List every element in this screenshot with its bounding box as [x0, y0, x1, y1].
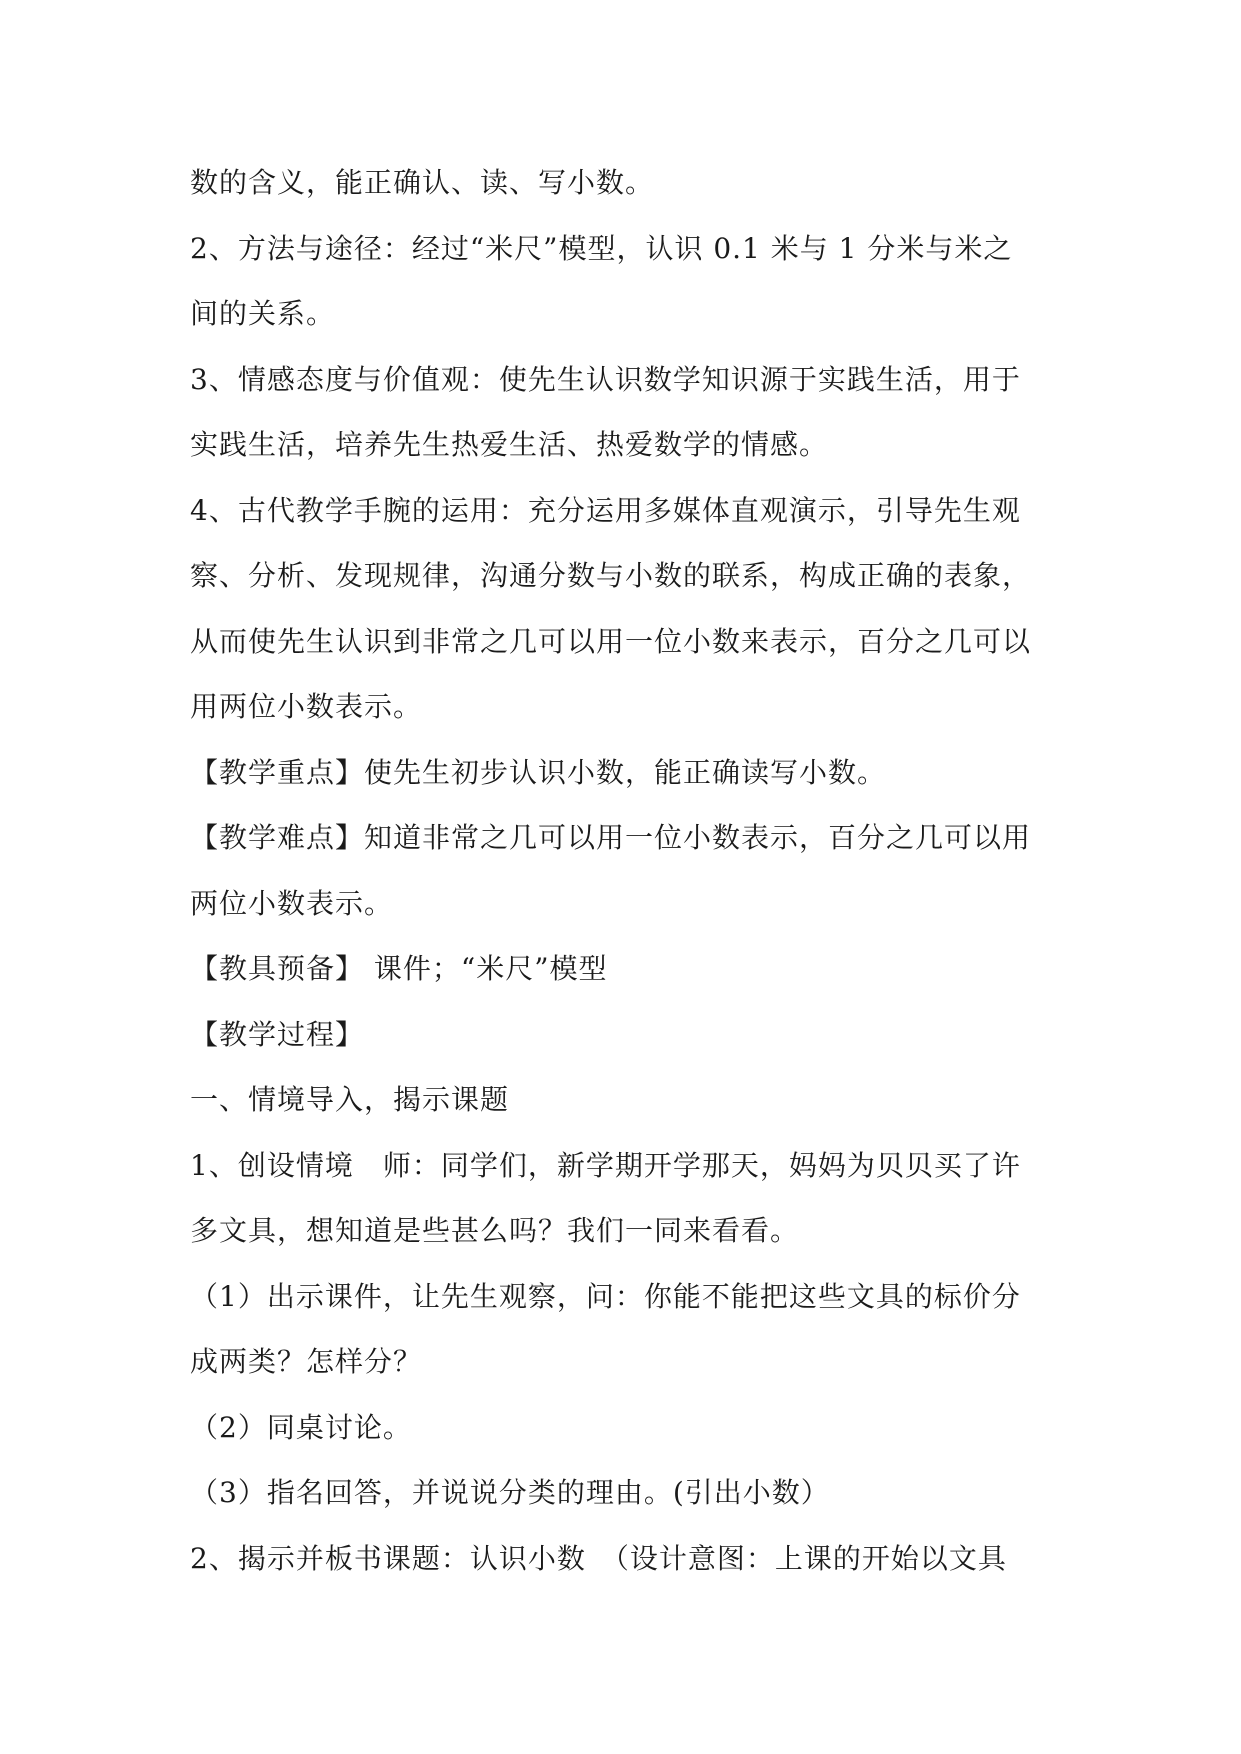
text-line: 1、创设情境 师：同学们，新学期开学那天，妈妈为贝贝买了许 [190, 1148, 1021, 1182]
text-line: 4、古代教学手腕的运用：充分运用多媒体直观演示，引导先生观 [190, 493, 1021, 527]
subsection-heading: 一、情境导入，揭示课题 [190, 1083, 510, 1116]
text-line: 用两位小数表示。 [190, 690, 423, 723]
text-line: 间的关系。 [190, 297, 336, 330]
text-line: （1）出示课件，让先生观察，问：你能不能把这些文具的标价分 [190, 1279, 1021, 1313]
text-line: 从而使先生认识到非常之几可以用一位小数来表示，百分之几可以 [190, 624, 1032, 658]
text-line: 3、情感态度与价值观：使先生认识数学知识源于实践生活，用于 [190, 362, 1021, 396]
section-heading-process: 【教学过程】 [190, 1017, 365, 1051]
text-line: （3）指名回答，并说说分类的理由。(引出小数） [190, 1476, 830, 1509]
text-line: （2）同桌讨论。 [190, 1410, 412, 1444]
text-line: 2、方法与途径：经过“米尺”模型，认识 0.1 米与 1 分米与米之 [190, 231, 1013, 265]
section-heading-materials: 【教具预备】 课件；“米尺”模型 [190, 952, 608, 985]
text-line: 成两类？怎样分？ [190, 1345, 423, 1378]
document-body [190, 160, 1070, 1601]
text-line: 数的含义，能正确认、读、写小数。 [190, 166, 655, 199]
text-line: 实践生活，培养先生热爱生活、热爱数学的情感。 [190, 428, 829, 461]
text-line: 2、揭示并板书课题：认识小数 （设计意图：上课的开始以文具 [190, 1541, 1007, 1575]
text-line: 察、分析、发现规律，沟通分数与小数的联系，构成正确的表象， [190, 559, 1032, 592]
section-heading-key-points: 【教学重点】使先生初步认识小数，能正确读写小数。 [190, 755, 887, 789]
section-heading-difficulties: 【教学难点】知道非常之几可以用一位小数表示，百分之几可以用 [190, 821, 1032, 854]
text-line: 两位小数表示。 [190, 886, 394, 920]
text-line: 多文具，想知道是些甚么吗？我们一同来看看。 [190, 1214, 800, 1247]
